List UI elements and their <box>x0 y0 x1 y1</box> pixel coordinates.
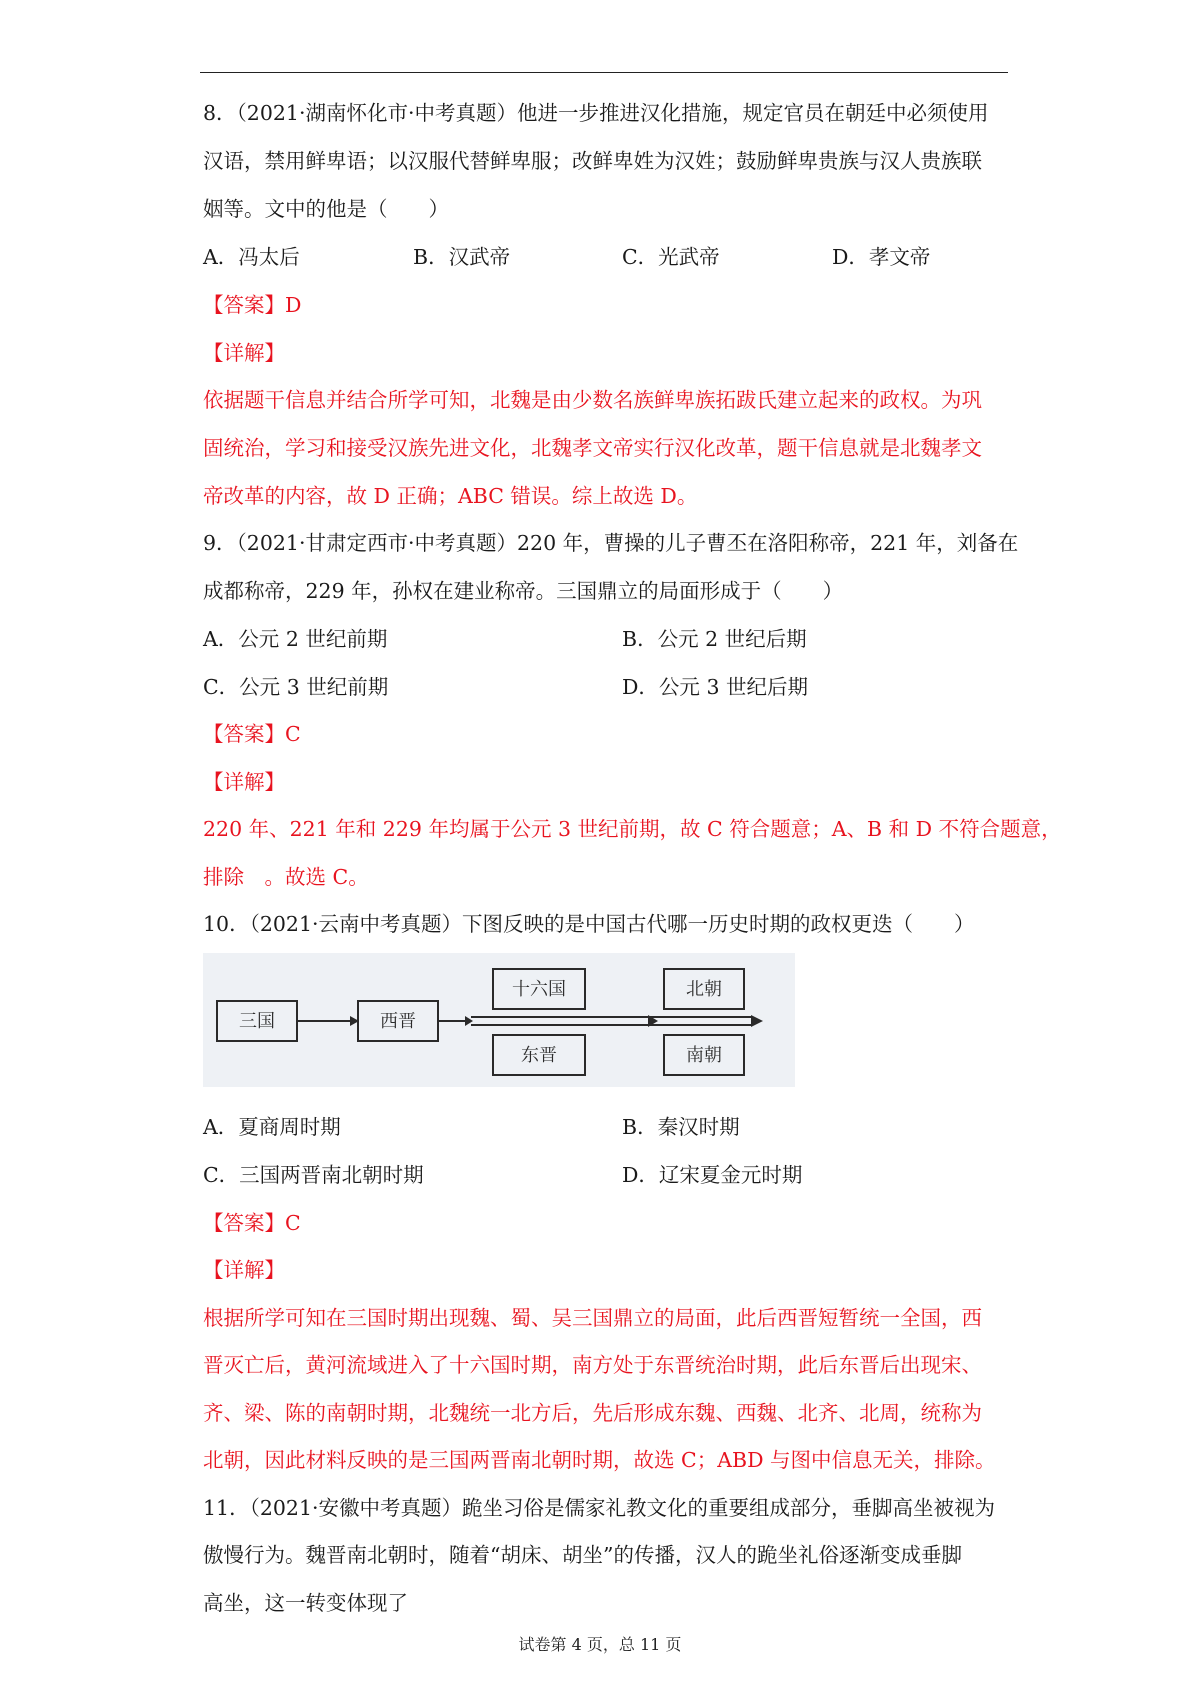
label-dongjin: 东晋 <box>521 1045 557 1066</box>
q10-detail-line-2: 晋灭亡后，黄河流域进入了十六国时期，南方处于东晋统治时期，此后东晋后出现宋、 <box>203 1353 982 1377</box>
label-sanguo: 三国 <box>239 1011 275 1032</box>
q8-option-d: D．孝文帝 <box>832 245 931 269</box>
q8-stem-line-3: 姻等。文中的他是（ ） <box>203 197 449 221</box>
q8-option-c: C．光武帝 <box>622 245 720 269</box>
q10-option-a: A．夏商周时期 <box>203 1115 341 1139</box>
q10-option-d: D．辽宋夏金元时期 <box>622 1163 803 1187</box>
header-rule <box>200 72 1008 73</box>
q10-detail-line-1: 根据所学可知在三国时期出现魏、蜀、吴三国鼎立的局面，此后西晋短暂统一全国，西 <box>203 1306 982 1330</box>
label-nanchao: 南朝 <box>686 1045 722 1066</box>
q8-detail-line-1: 依据题干信息并结合所学可知，北魏是由少数名族鲜卑族拓跋氏建立起来的政权。为巩 <box>203 388 982 412</box>
q9-detail-line-2: 排除 。故选 C。 <box>203 865 369 889</box>
q9-stem-line-1: 9．（2021·甘肃定西市·中考真题）220 年，曹操的儿子曹丕在洛阳称帝，221 年，刘备在 <box>203 531 1019 555</box>
q9-answer <box>203 720 301 748</box>
q10-detail-label: 【详解】 <box>203 1258 285 1282</box>
q8-stem-line-2: 汉语，禁用鲜卑语；以汉服代替鲜卑服；改鲜卑姓为汉姓；鼓励鲜卑贵族与汉人贵族联 <box>203 149 982 173</box>
q10-detail-line-4: 北朝，因此材料反映的是三国两晋南北朝时期，故选 C；ABD 与图中信息无关，排除。 <box>203 1448 996 1472</box>
q10-answer-value: C <box>285 1211 301 1235</box>
q11-stem-line-1: 11．（2021·安徽中考真题）跪坐习俗是儒家礼教文化的重要组成部分，垂脚高坐被视为 <box>203 1496 996 1520</box>
q10-answer <box>203 1209 301 1237</box>
q8-detail-line-3: 帝改革的内容，故 D 正确；ABC 错误。综上故选 D。 <box>203 484 698 508</box>
label-xijin: 西晋 <box>380 1011 416 1032</box>
q9-option-b: B．公元 2 世纪后期 <box>622 627 807 651</box>
q10-option-b: B．秦汉时期 <box>622 1115 740 1139</box>
q9-option-d: D．公元 3 世纪后期 <box>622 675 809 699</box>
arrow-4-head <box>751 1015 763 1027</box>
q9-stem-line-2: 成都称帝，229 年，孙权在建业称帝。三国鼎立的局面形成于（ ） <box>203 579 844 603</box>
q8-detail-line-2: 固统治，学习和接受汉族先进文化，北魏孝文帝实行汉化改革，题干信息就是北魏孝文 <box>203 436 982 460</box>
q11-stem-line-2: 傲慢行为。魏晋南北朝时，随着“胡床、胡坐”的传播，汉人的跪坐礼俗逐渐变成垂脚 <box>203 1543 962 1567</box>
q11-stem-line-3: 高坐，这一转变体现了 <box>203 1591 408 1615</box>
dynasty-flow-diagram <box>203 953 795 1087</box>
q10-answer-label: 【答案】 <box>203 1211 285 1235</box>
q8-option-b: B．汉武帝 <box>413 245 511 269</box>
q8-stem-line-1: 8．（2021·湖南怀化市·中考真题）他进一步推进汉化措施，规定官员在朝廷中必须使用 <box>203 101 989 125</box>
dynasty-flow-svg <box>203 953 795 1087</box>
q8-option-a: A．冯太后 <box>203 245 300 269</box>
page-footer: 试卷第 4 页，总 11 页 <box>518 1635 682 1654</box>
q10-detail-line-3: 齐、梁、陈的南朝时期，北魏统一北方后，先后形成东魏、西魏、北齐、北周，统称为 <box>203 1401 982 1425</box>
q9-answer-label: 【答案】 <box>203 722 285 746</box>
q8-answer-label: 【答案】 <box>203 293 285 317</box>
q9-option-a: A．公元 2 世纪前期 <box>203 627 388 651</box>
q9-detail-line-1: 220 年、221 年和 229 年均属于公元 3 世纪前期，故 C 符合题意；A、B 和 D 不符合题意， <box>203 817 1062 841</box>
q10-stem-line-1: 10．（2021·云南中考真题）下图反映的是中国古代哪一历史时期的政权更迭（ ） <box>203 912 975 936</box>
label-beichao: 北朝 <box>686 979 722 1000</box>
q9-option-c: C．公元 3 世纪前期 <box>203 675 389 699</box>
q9-detail-label: 【详解】 <box>203 770 285 794</box>
q9-answer-value: C <box>285 722 301 746</box>
q8-detail-label: 【详解】 <box>203 341 285 365</box>
label-shiliuguo: 十六国 <box>512 979 566 1000</box>
q8-answer <box>203 291 301 319</box>
q10-option-c: C．三国两晋南北朝时期 <box>203 1163 424 1187</box>
q8-answer-value: D <box>285 293 302 317</box>
